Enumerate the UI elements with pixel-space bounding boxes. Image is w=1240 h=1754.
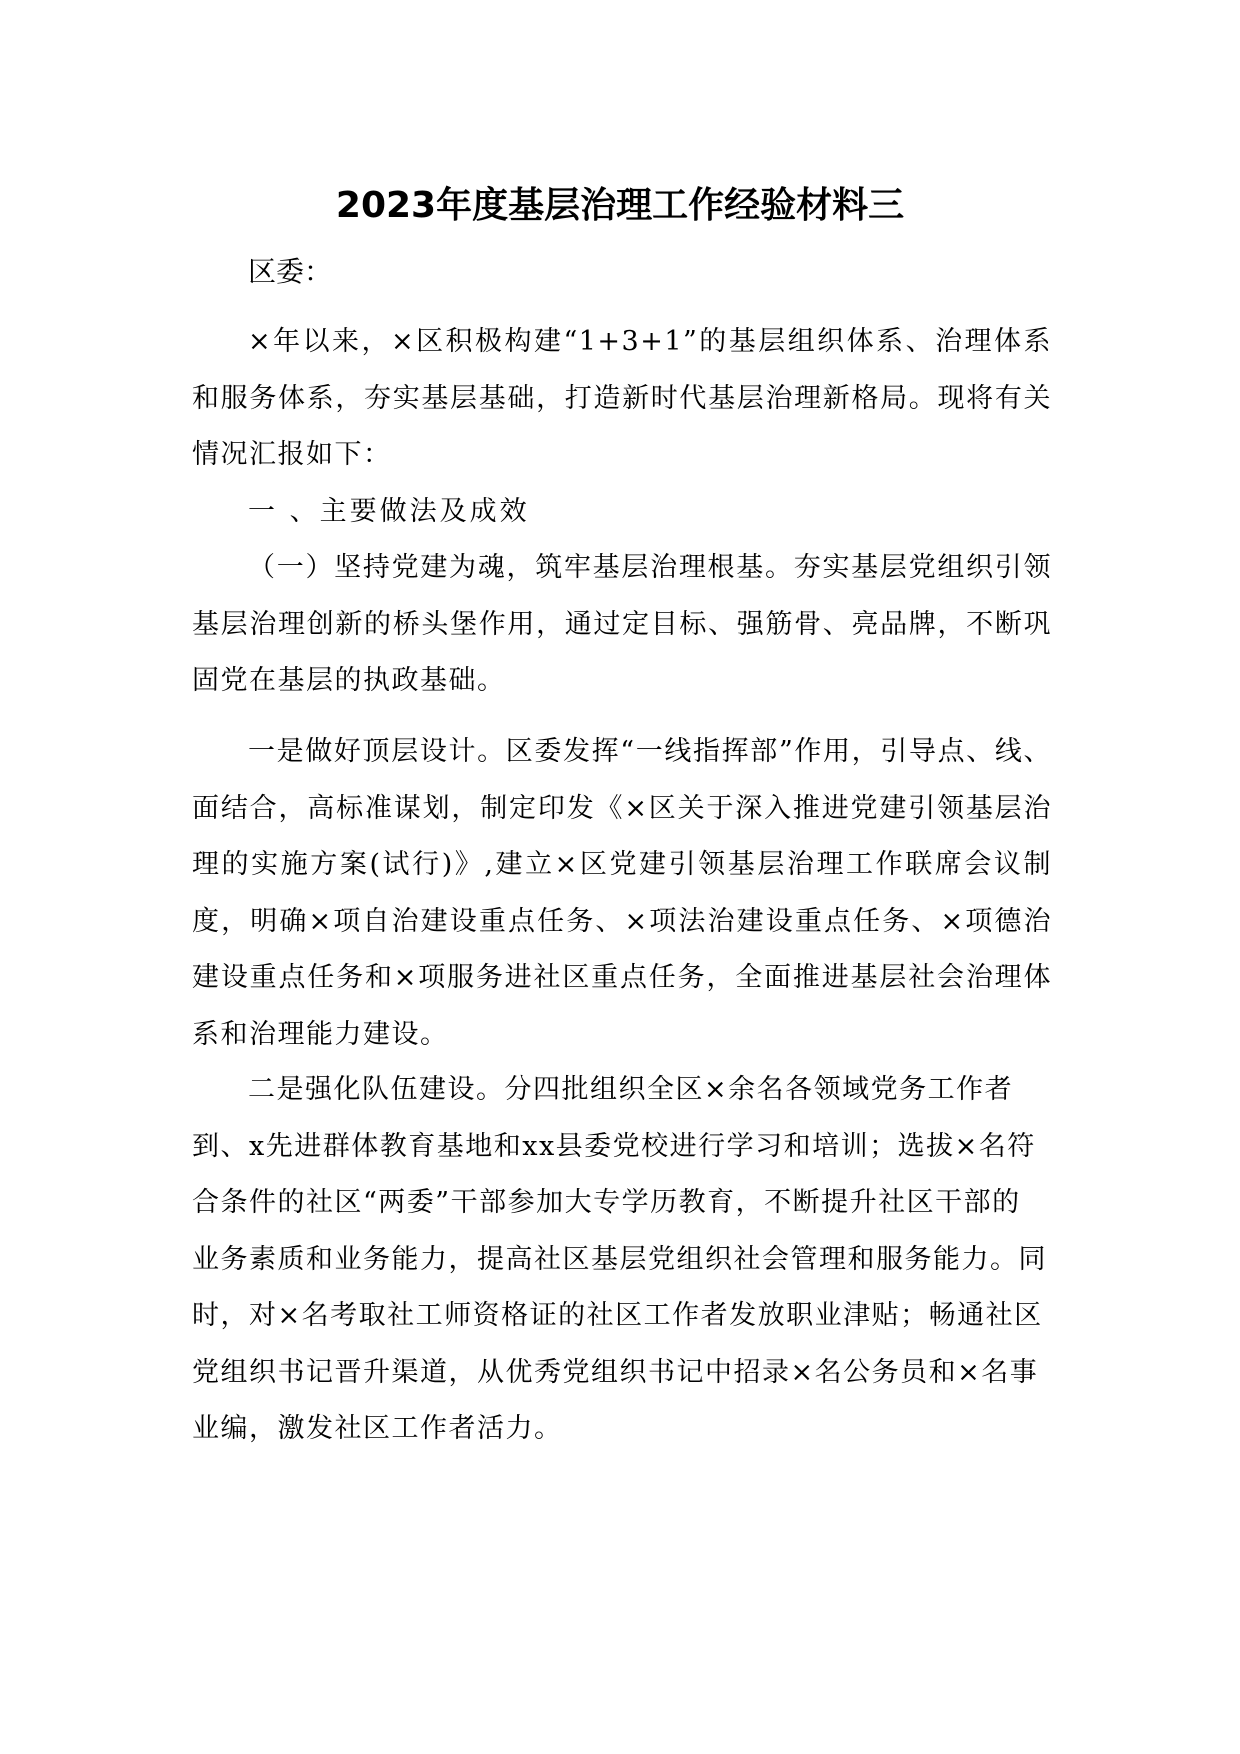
- section-heading: 一 、主要做法及成效: [248, 496, 530, 527]
- item-1-paragraph: 一是做好顶层设计。区委发挥“一线指挥部”作用，引导点、线、面结合，高标准谋划，制定印发《×区关于深入推进党建引领基层治理的实施方案(试行)》,建立×区党建引领基层治理工作联席会议制度，明确×项自治建设重点任务、×项法治建设重点任务、×项德治建设重点任务和×项服务进社区重点任务，全面推进基层社会治理体系和治理能力建设。: [192, 736, 1052, 1050]
- item-1-paragraph-block: [192, 724, 1052, 1063]
- section-heading-block: [192, 484, 1052, 541]
- item-2-paragraph-block: [192, 1062, 1052, 1458]
- item-2-paragraph: 二是强化队伍建设。分四批组织全区×余名各领域党务工作者到、x先进群体教育基地和xx县委党校进行学习和培训；选拔×名符 合条件的社区“两委”干部参加大专学历教育，不断提升社区干部的 业务素质和业务能力，提高社区基层党组织社会管理和服务能力。同 时，对×名考取社工师资格证的社区工作者发放职业津贴；畅通社区 党组织书记晋升渠道，从优秀党组织书记中招录×名公务员和×名事: [192, 1074, 1047, 1388]
- subsection-paragraph: （一）坚持党建为魂，筑牢基层治理根基。夯实基层党组织引领基层治理创新的桥头堡作用，通过定目标、强筋骨、亮品牌，不断巩固党在基层的执政基础。: [192, 552, 1052, 696]
- subsection-paragraph-block: [192, 540, 1052, 710]
- intro-paragraph: ×年以来，×区积极构建“1+3+1”的基层组织体系、治理体系和服务体系，夯实基层基础，打造新时代基层治理新格局。现将有关情况汇报如下：: [192, 326, 1052, 470]
- item-2-paragraph-tail: 业编，激发社区工作者活力。: [192, 1413, 563, 1444]
- salutation: 区委：: [248, 255, 333, 288]
- intro-paragraph-block: [192, 314, 1052, 484]
- document-title: 2023年度基层治理工作经验材料三: [335, 185, 905, 226]
